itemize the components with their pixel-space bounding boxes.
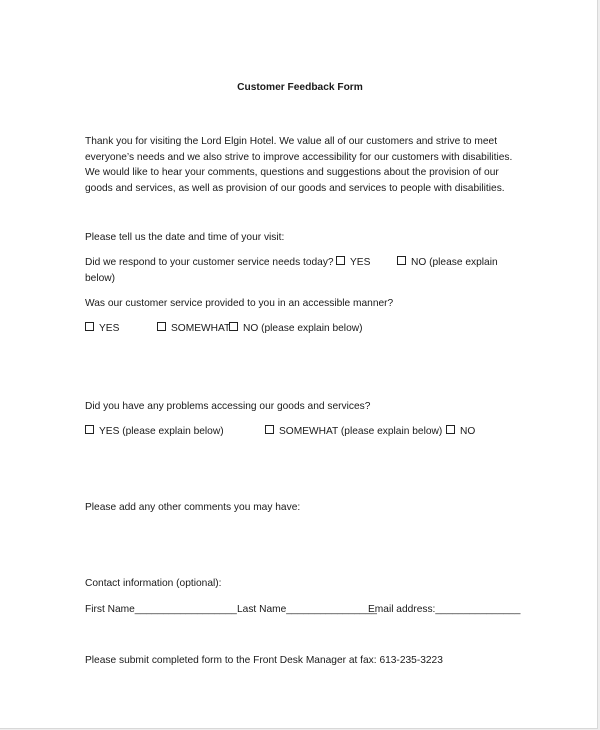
checkbox-icon[interactable] — [85, 425, 94, 434]
first-name-field[interactable]: First Name__________________ — [85, 604, 237, 615]
checkbox-icon[interactable] — [265, 425, 274, 434]
q3-option-no-label: NO — [460, 426, 476, 437]
form-title: Customer Feedback Form — [237, 82, 363, 93]
q1-option-yes[interactable] — [336, 255, 370, 270]
q2-option-yes-label: YES — [99, 323, 120, 334]
q3-option-yes[interactable] — [85, 424, 224, 439]
comments-prompt: Please add any other comments you may have: — [85, 502, 301, 513]
q3-option-somewhat[interactable] — [265, 424, 442, 439]
q1-option-no-label: NO (please explain — [411, 257, 498, 268]
q2-option-no-label: NO (please explain below) — [243, 323, 363, 334]
contact-heading: Contact information (optional): — [85, 578, 222, 589]
q1-question: Did we respond to your customer service needs today? — [85, 257, 334, 268]
q2-option-somewhat-label: SOMEWHAT — [171, 323, 231, 334]
checkbox-icon[interactable] — [157, 322, 166, 331]
q2-option-no[interactable] — [229, 321, 362, 336]
q3-option-no[interactable] — [446, 424, 475, 439]
q3-option-somewhat-label: SOMEWHAT (please explain below) — [279, 426, 443, 437]
q3-question: Did you have any problems accessing our goods and services? — [85, 401, 371, 412]
checkbox-icon[interactable] — [446, 425, 455, 434]
submit-note: Please submit completed form to the Front Desk Manager at fax: 613-235-3223 — [85, 655, 443, 666]
q1-option-no[interactable] — [397, 255, 498, 270]
last-name-field[interactable]: Last Name________________ — [237, 604, 377, 615]
email-field[interactable]: Email address:_______________ — [368, 604, 521, 615]
q1-option-yes-label: YES — [350, 257, 371, 268]
checkbox-icon[interactable] — [85, 322, 94, 331]
intro-paragraph: Thank you for visiting the Lord Elgin Hotel. We value all of our customers and strive to meet everyone’s needs and we also strive to improve accessibility for our customers with disabilities. We would like to hear your comments, questions and suggestions about the provision of our goods and services, as well as provision of our goods and services to people with disabilities. — [85, 136, 513, 194]
checkbox-icon[interactable] — [336, 256, 345, 265]
visit-date-prompt: Please tell us the date and time of your visit: — [85, 232, 285, 243]
checkbox-icon[interactable] — [397, 256, 406, 265]
q1-continuation: below) — [85, 273, 116, 284]
checkbox-icon[interactable] — [229, 322, 238, 331]
q2-option-yes[interactable] — [85, 321, 119, 336]
q2-question: Was our customer service provided to you in an accessible manner? — [85, 298, 394, 309]
q3-option-yes-label: YES (please explain below) — [99, 426, 224, 437]
q2-option-somewhat[interactable] — [157, 321, 230, 336]
